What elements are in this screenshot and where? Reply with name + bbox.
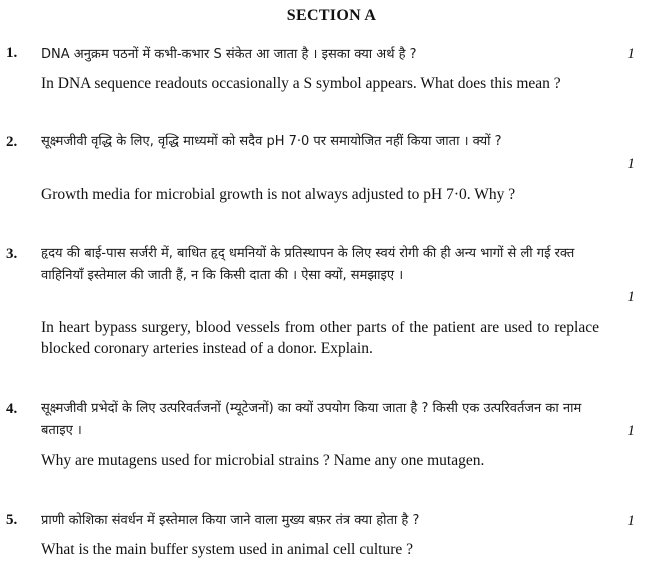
question-text-hindi: DNA अनुक्रम पठनों में कभी-कभार S संकेत आ जाता है । इसका क्या अर्थ है ?: [41, 47, 417, 62]
question-number: 5.: [6, 512, 18, 528]
question-marks: 1: [627, 289, 635, 305]
question-number: 4.: [6, 401, 18, 417]
question-text-english: In heart bypass surgery, blood vessels from other parts of the patient are used to replace blocked coronary arteries instead of a donor. Explain.: [41, 319, 599, 357]
question-number: 1.: [6, 45, 18, 61]
question-text-hindi: प्राणी कोशिका संवर्धन में इस्तेमाल किया जाने वाला मुख्य बफ़र तंत्र क्या होता है ?: [41, 513, 420, 528]
question-text-english: What is the main buffer system used in animal cell culture ?: [41, 541, 414, 558]
question-number: 2.: [6, 134, 18, 150]
question-number: 3.: [6, 246, 18, 262]
question-text-english: Why are mutagens used for microbial strains ? Name any one mutagen.: [41, 452, 485, 469]
question-text-english: In DNA sequence readouts occasionally a S symbol appears. What does this mean ?: [41, 75, 561, 92]
question-marks: 1: [627, 423, 635, 439]
question-marks: 1: [627, 513, 635, 529]
question-text-hindi: हृदय की बाई-पास सर्जरी में, बाधित हृद् धमनियों के प्रतिस्थापन के लिए स्वयं रोगी की ही अन्य भागों से ली गई रक्त वाहिनियाँ इस्तेमाल की जाती हैं, न कि किसी दाता की । ऐसा क्यों, समझाइए ।: [41, 246, 575, 283]
question-marks: 1: [627, 46, 635, 62]
question-marks: 1: [627, 156, 635, 172]
section-title: SECTION A: [286, 7, 377, 24]
question-text-hindi: सूक्ष्मजीवी वृद्धि के लिए, वृद्धि माध्यमों को सदैव pH 7·0 पर समायोजित नहीं किया जाता । क्यों ?: [41, 134, 502, 149]
question-text-english: Growth media for microbial growth is not always adjusted to pH 7·0. Why ?: [41, 186, 516, 203]
question-text-hindi: सूक्ष्मजीवी प्रभेदों के लिए उत्परिवर्तजनों (म्यूटेजनों) का क्यों उपयोग किया जाता है ? किसी एक उत्परिवर्तजन का नाम बताइए ।: [41, 401, 582, 438]
